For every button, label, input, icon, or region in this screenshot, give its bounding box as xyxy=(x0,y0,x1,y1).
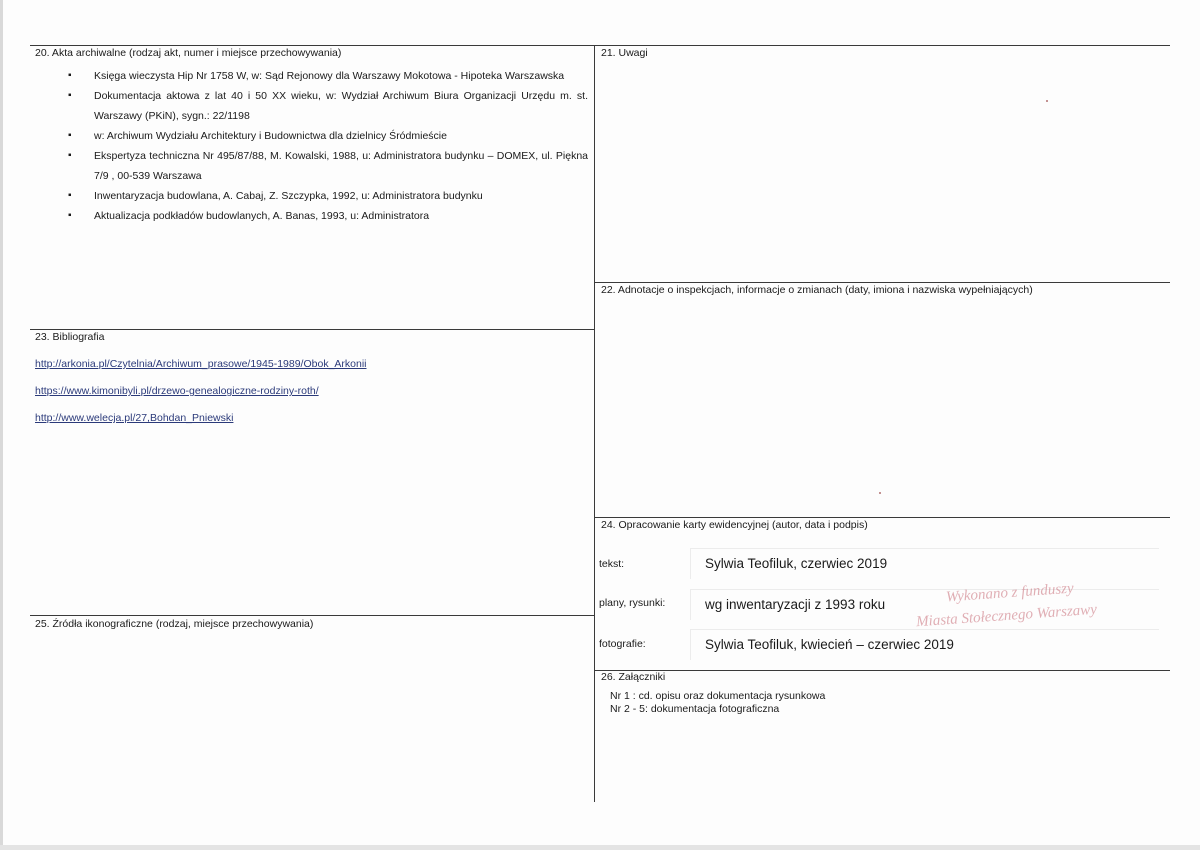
photos-value: Sylwia Teofiluk, kwiecień – czerwiec 2019 xyxy=(705,637,954,652)
rule-section-24-top xyxy=(594,517,1170,518)
funding-stamp-line-2: Miasta Stołecznego Warszawy xyxy=(915,601,1098,631)
rule-section-26-top xyxy=(594,670,1170,671)
section-26-heading: 26. Załączniki xyxy=(601,671,666,683)
rule-section-22-top xyxy=(594,282,1170,283)
attachment-item-1: Nr 1 : cd. opisu oraz dokumentacja rysunkowa xyxy=(610,690,826,702)
list-item: ▪ Księga wieczysta Hip Nr 1758 W, w: Sąd Rejonowy dla Warszawy Mokotowa - Hipoteka Warszawska xyxy=(68,66,588,86)
plans-value: wg inwentaryzacji z 1993 roku xyxy=(705,597,886,612)
rule-column-divider xyxy=(594,45,595,802)
rule-section-23-top xyxy=(30,329,594,330)
section-25-heading: 25. Źródła ikonograficzne (rodzaj, miejsce przechowywania) xyxy=(35,618,314,630)
author-text-value: Sylwia Teofiluk, czerwiec 2019 xyxy=(705,556,888,571)
photos-label: fotografie: xyxy=(599,638,646,650)
section-24-heading: 24. Opracowanie karty ewidencyjnej (autor, data i podpis) xyxy=(601,519,868,531)
archive-records-list xyxy=(68,66,588,226)
list-item: ▪ Inwentaryzacja budowlana, A. Cabaj, Z. Szczypka, 1992, u: Administratora budynku xyxy=(68,186,588,206)
rule-section-25-top xyxy=(30,615,594,616)
funding-stamp-line-1: Wykonano z funduszy xyxy=(945,580,1075,606)
list-item: ▪ w: Archiwum Wydziału Architektury i Budownictwa dla dzielnicy Śródmieście xyxy=(68,126,588,146)
list-item: ▪ Aktualizacja podkładów budowlanych, A. Banas, 1993, u: Administratora xyxy=(68,206,588,226)
section-23-heading: 23. Bibliografia xyxy=(35,331,105,343)
list-item: ▪ Ekspertyza techniczna Nr 495/87/88, M. Kowalski, 1988, u: Administratora budynku – DOMEX, ul. Piękna 7/9 , 00-539 Warszawa xyxy=(68,146,588,186)
attachment-item-2: Nr 2 - 5: dokumentacja fotograficzna xyxy=(610,703,780,715)
rule-top xyxy=(30,45,1170,46)
section-20-heading: 20. Akta archiwalne (rodzaj akt, numer i miejsce przechowywania) xyxy=(35,47,342,59)
scan-speck xyxy=(1046,100,1048,102)
section-21-heading: 21. Uwagi xyxy=(601,47,648,59)
list-item: ▪ Dokumentacja aktowa z lat 40 i 50 XX wieku, w: Wydział Archiwum Biura Organizacji Urzędu m. st. Warszawy (PKiN), sygn.: 22/1198 xyxy=(68,86,588,126)
plans-label: plany, rysunki: xyxy=(599,597,666,609)
section-22-heading: 22. Adnotacje o inspekcjach, informacje o zmianach (daty, imiona i nazwiska wypełniających) xyxy=(601,284,1033,296)
scan-edge-bottom xyxy=(0,845,1200,850)
author-text-label: tekst: xyxy=(599,558,625,570)
scan-speck xyxy=(879,492,881,494)
scan-edge-left xyxy=(0,0,3,850)
bibliography-link-arkonia[interactable]: http://arkonia.pl/Czytelnia/Archiwum_prasowe/1945-1989/Obok_Arkonii xyxy=(35,358,367,370)
bibliography-link-welecja[interactable]: http://www.welecja.pl/27,Bohdan_Pniewski xyxy=(35,412,234,424)
bibliography-link-kimonibyli[interactable]: https://www.kimonibyli.pl/drzewo-genealogiczne-rodziny-roth/ xyxy=(35,385,319,397)
